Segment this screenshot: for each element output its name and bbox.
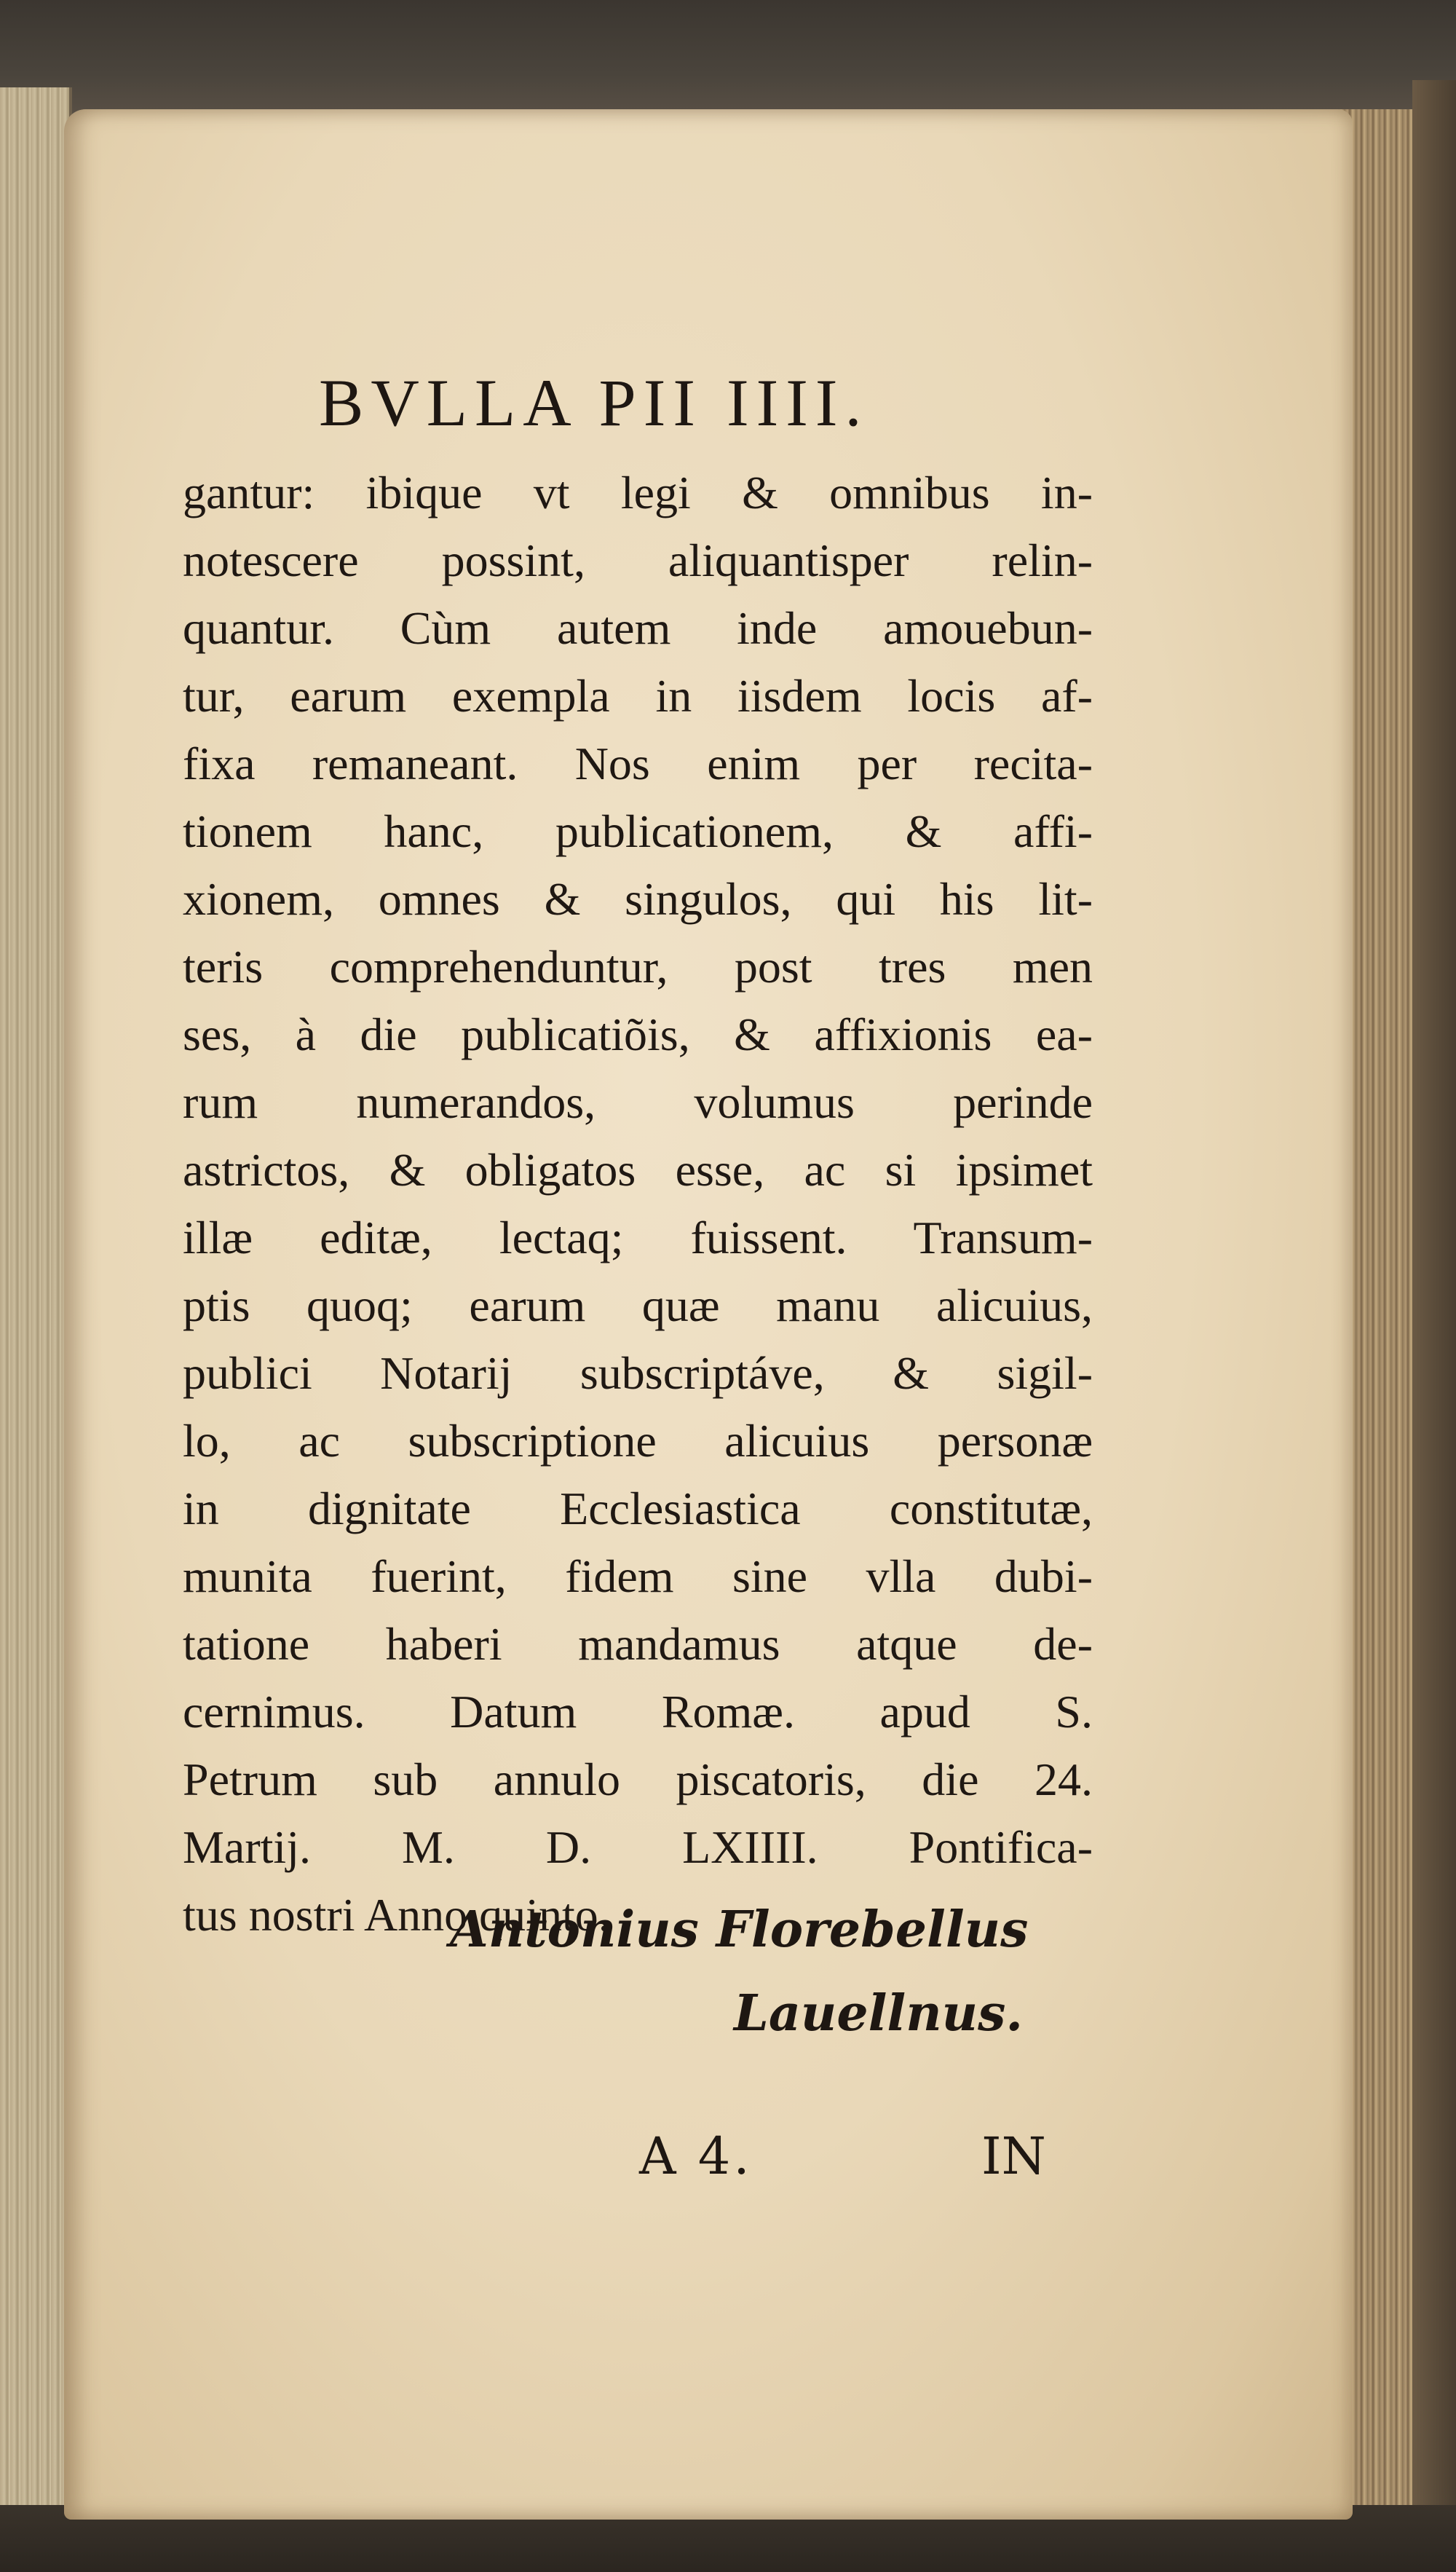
- book-page: [64, 109, 1353, 2520]
- text-line: quantur. Cùm autem inde amouebun-: [183, 602, 1093, 654]
- text-line: gantur: ibique vt legi & omnibus in-: [183, 467, 1093, 518]
- book-cover-edge: [1412, 80, 1456, 2541]
- signature-name-1: Antonius Florebellus: [450, 1901, 1029, 1959]
- text-line: lo, ac subscriptione alicuius personæ: [183, 1415, 1093, 1467]
- body-text-block: [183, 459, 1093, 1949]
- text-line: astrictos, & obligatos esse, ac si ipsimet: [183, 1144, 1093, 1196]
- signature-name-2: Lauellnus.: [734, 1984, 1024, 2043]
- text-line: fixa remaneant. Nos enim per recita-: [183, 738, 1093, 789]
- text-line: tur, earum exempla in iisdem locis af-: [183, 670, 1093, 722]
- text-line: Martij. M. D. LXIIII. Pontifica-: [183, 1821, 1093, 1873]
- text-line: cernimus. Datum Romæ. apud S.: [183, 1686, 1093, 1737]
- background-top: [0, 0, 1456, 124]
- left-page-edges: [0, 87, 72, 2527]
- text-line: teris comprehenduntur, post tres men: [183, 941, 1093, 993]
- text-line: xionem, omnes & singulos, qui his lit-: [183, 873, 1093, 925]
- text-line: tionem hanc, publicationem, & affi-: [183, 805, 1093, 857]
- text-line: ptis quoq; earum quæ manu alicuius,: [183, 1279, 1093, 1331]
- text-line: ses, à die publicatiõis, & affixionis ea-: [183, 1009, 1093, 1060]
- text-line: tus nostri Anno quinto.: [183, 1889, 610, 1941]
- text-line: in dignitate Ecclesiastica constitutæ,: [183, 1483, 1093, 1534]
- text-line: publici Notarij subscriptáve, & sigil-: [183, 1347, 1093, 1399]
- text-line: munita fuerint, fidem sine vlla dubi-: [183, 1550, 1093, 1602]
- text-line: rum numerandos, volumus perinde: [183, 1076, 1093, 1128]
- running-title: BVLLA PII IIII.: [319, 366, 869, 440]
- text-line: illæ editæ, lectaq; fuissent. Transum-: [183, 1212, 1093, 1263]
- text-line: notescere possint, aliquantisper relin-: [183, 534, 1093, 586]
- text-line: tatione haberi mandamus atque de-: [183, 1618, 1093, 1670]
- signature-mark: A 4.: [639, 2126, 753, 2186]
- catchword: IN: [981, 2126, 1046, 2186]
- text-line: Petrum sub annulo piscatoris, die 24.: [183, 1754, 1093, 1805]
